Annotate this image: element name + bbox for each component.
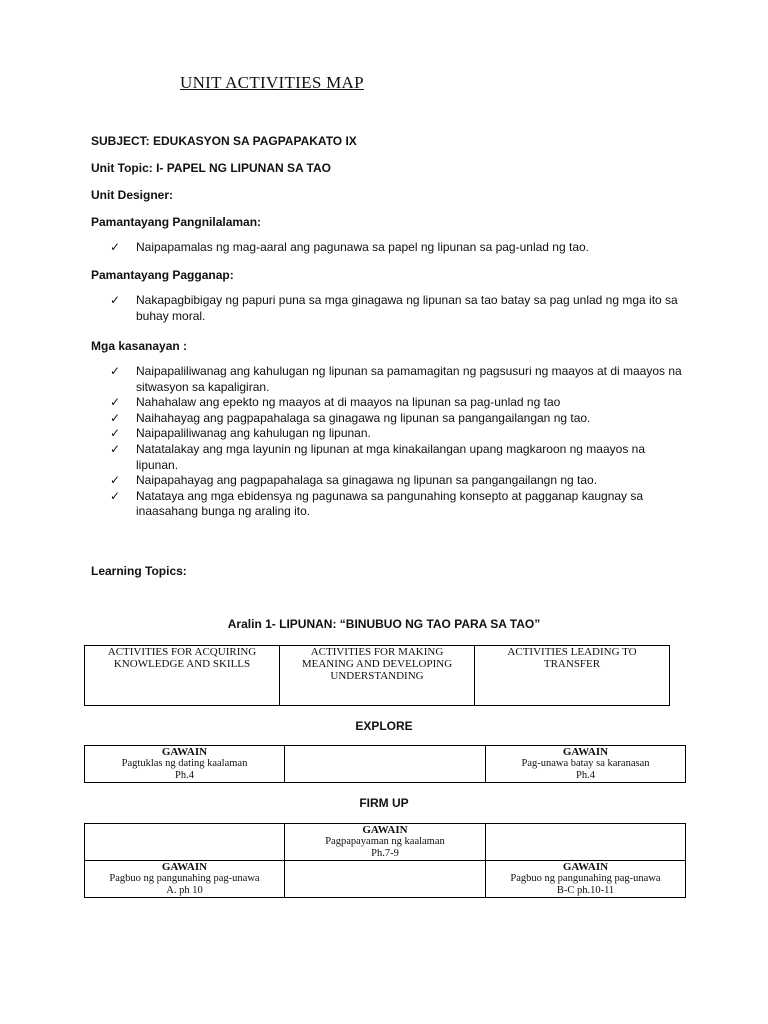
header-cell-transfer: ACTIVITIES LEADING TO TRANSFER <box>475 646 670 706</box>
subject-line: SUBJECT: EDUKASYON SA PAGPAPAKATO IX <box>91 134 357 148</box>
kasanayan-heading: Mga kasanayan : <box>91 339 188 353</box>
firm-up-empty-cell <box>85 824 285 861</box>
firm-up-right-cell <box>486 861 686 898</box>
explore-table <box>84 745 686 783</box>
list-item: ✓ Naipapaliliwanag ang kahulugan ng lipunan sa pamamagitan ng pagsusuri ng maayos at di maayos na sitwasyon sa kapaligiran. <box>110 364 682 394</box>
list-item: ✓ Naihahayag ang pagpapahalaga sa ginagawa ng lipunan sa pangangailangan ng tao. <box>110 410 591 425</box>
explore-heading: EXPLORE <box>355 719 413 733</box>
gawain-page: B-C ph.10-11 <box>556 885 615 896</box>
firm-up-empty-cell <box>285 861 486 898</box>
kasanayan-list <box>110 364 690 520</box>
explore-right-cell <box>486 746 686 783</box>
unit-topic-line: Unit Topic: I- PAPEL NG LIPUNAN SA TAO <box>91 161 331 175</box>
checkmark-icon: ✓ <box>110 473 121 488</box>
checkmark-icon: ✓ <box>110 488 121 503</box>
list-item: ✓ Naipapaliliwanag ang kahulugan ng lipunan. <box>110 426 371 441</box>
firm-up-table <box>84 823 686 898</box>
gawain-label: GAWAIN <box>161 746 208 758</box>
explore-middle-cell <box>285 746 486 783</box>
gawain-page: Ph.4 <box>576 770 595 781</box>
list-item: ✓ Naipapahayag ang pagpapahalaga sa ginagawa ng lipunan sa pangangailangn ng tao. <box>110 473 598 488</box>
gawain-desc: Pagpapayaman ng kaalaman <box>325 836 445 847</box>
firm-up-empty-cell <box>486 824 686 861</box>
pagganap-heading: Pamantayang Pagganap: <box>91 268 234 282</box>
firm-up-heading: FIRM UP <box>359 796 409 810</box>
list-item: ✓ Natataya ang mga ebidensya ng pagunawa sa pangunahing konsepto at pagganap kaugnay sa inaasahang bunga ng araling ito. <box>110 488 644 519</box>
list-item: ✓ Nakapagbibigay ng papuri puna sa mga ginagawa ng lipunan sa tao batay sa pag unlad ng mga ito sa buhay moral. <box>110 293 678 323</box>
page-title: UNIT ACTIVITIES MAP <box>180 73 364 92</box>
gawain-page: Ph.7-9 <box>371 848 399 859</box>
gawain-desc: Pagtuklas ng dating kaalaman <box>121 758 248 769</box>
checkmark-icon: ✓ <box>110 441 121 456</box>
aralin-title: Aralin 1- LIPUNAN: “BINUBUO NG TAO PARA SA TAO” <box>227 617 541 631</box>
checkmark-icon: ✓ <box>110 426 121 441</box>
checkmark-icon: ✓ <box>110 293 121 307</box>
header-cell-acquiring: ACTIVITIES FOR ACQUIRING KNOWLEDGE AND SKILLS <box>85 646 280 706</box>
list-item: ✓ Nahahalaw ang epekto ng maayos at di maayos na lipunan sa pag-unlad ng tao <box>110 395 561 410</box>
checkmark-icon: ✓ <box>110 395 121 410</box>
activities-header-table <box>84 645 670 706</box>
firm-up-left-cell <box>85 861 285 898</box>
gawain-label: GAWAIN <box>161 861 208 873</box>
checkmark-icon: ✓ <box>110 364 121 378</box>
pangnilalaman-heading: Pamantayang Pangnilalaman: <box>91 215 262 229</box>
list-item: ✓ Natatalakay ang mga layunin ng lipunan at mga kinakailangan upang magkaroon ng maayos na lipunan. <box>110 441 646 472</box>
learning-topics-label: Learning Topics: <box>91 564 187 578</box>
firm-up-middle-cell <box>285 824 486 861</box>
checkmark-icon: ✓ <box>110 410 121 425</box>
gawain-desc: Pagbuo ng pangunahing pag-unawa <box>510 873 661 884</box>
gawain-desc: Pagbuo ng pangunahing pag-unawa <box>109 873 260 884</box>
header-cell-meaning: ACTIVITIES FOR MAKING MEANING AND DEVELOPING UNDERSTANDING <box>280 646 475 706</box>
gawain-page: Ph.4 <box>175 770 194 781</box>
gawain-page: A. ph 10 <box>166 885 203 896</box>
pangnilalaman-list <box>110 240 690 256</box>
explore-left-cell <box>85 746 285 783</box>
pagganap-list <box>110 293 690 324</box>
list-item: ✓ Naipapamalas ng mag-aaral ang pagunawa sa papel ng lipunan sa pag-unlad ng tao. <box>110 240 589 254</box>
gawain-label: GAWAIN <box>562 746 609 758</box>
gawain-label: GAWAIN <box>562 861 609 873</box>
checkmark-icon: ✓ <box>110 240 121 254</box>
unit-designer-line: Unit Designer: <box>91 188 174 202</box>
gawain-desc: Pag-unawa batay sa karanasan <box>521 758 650 769</box>
gawain-label: GAWAIN <box>362 824 408 836</box>
